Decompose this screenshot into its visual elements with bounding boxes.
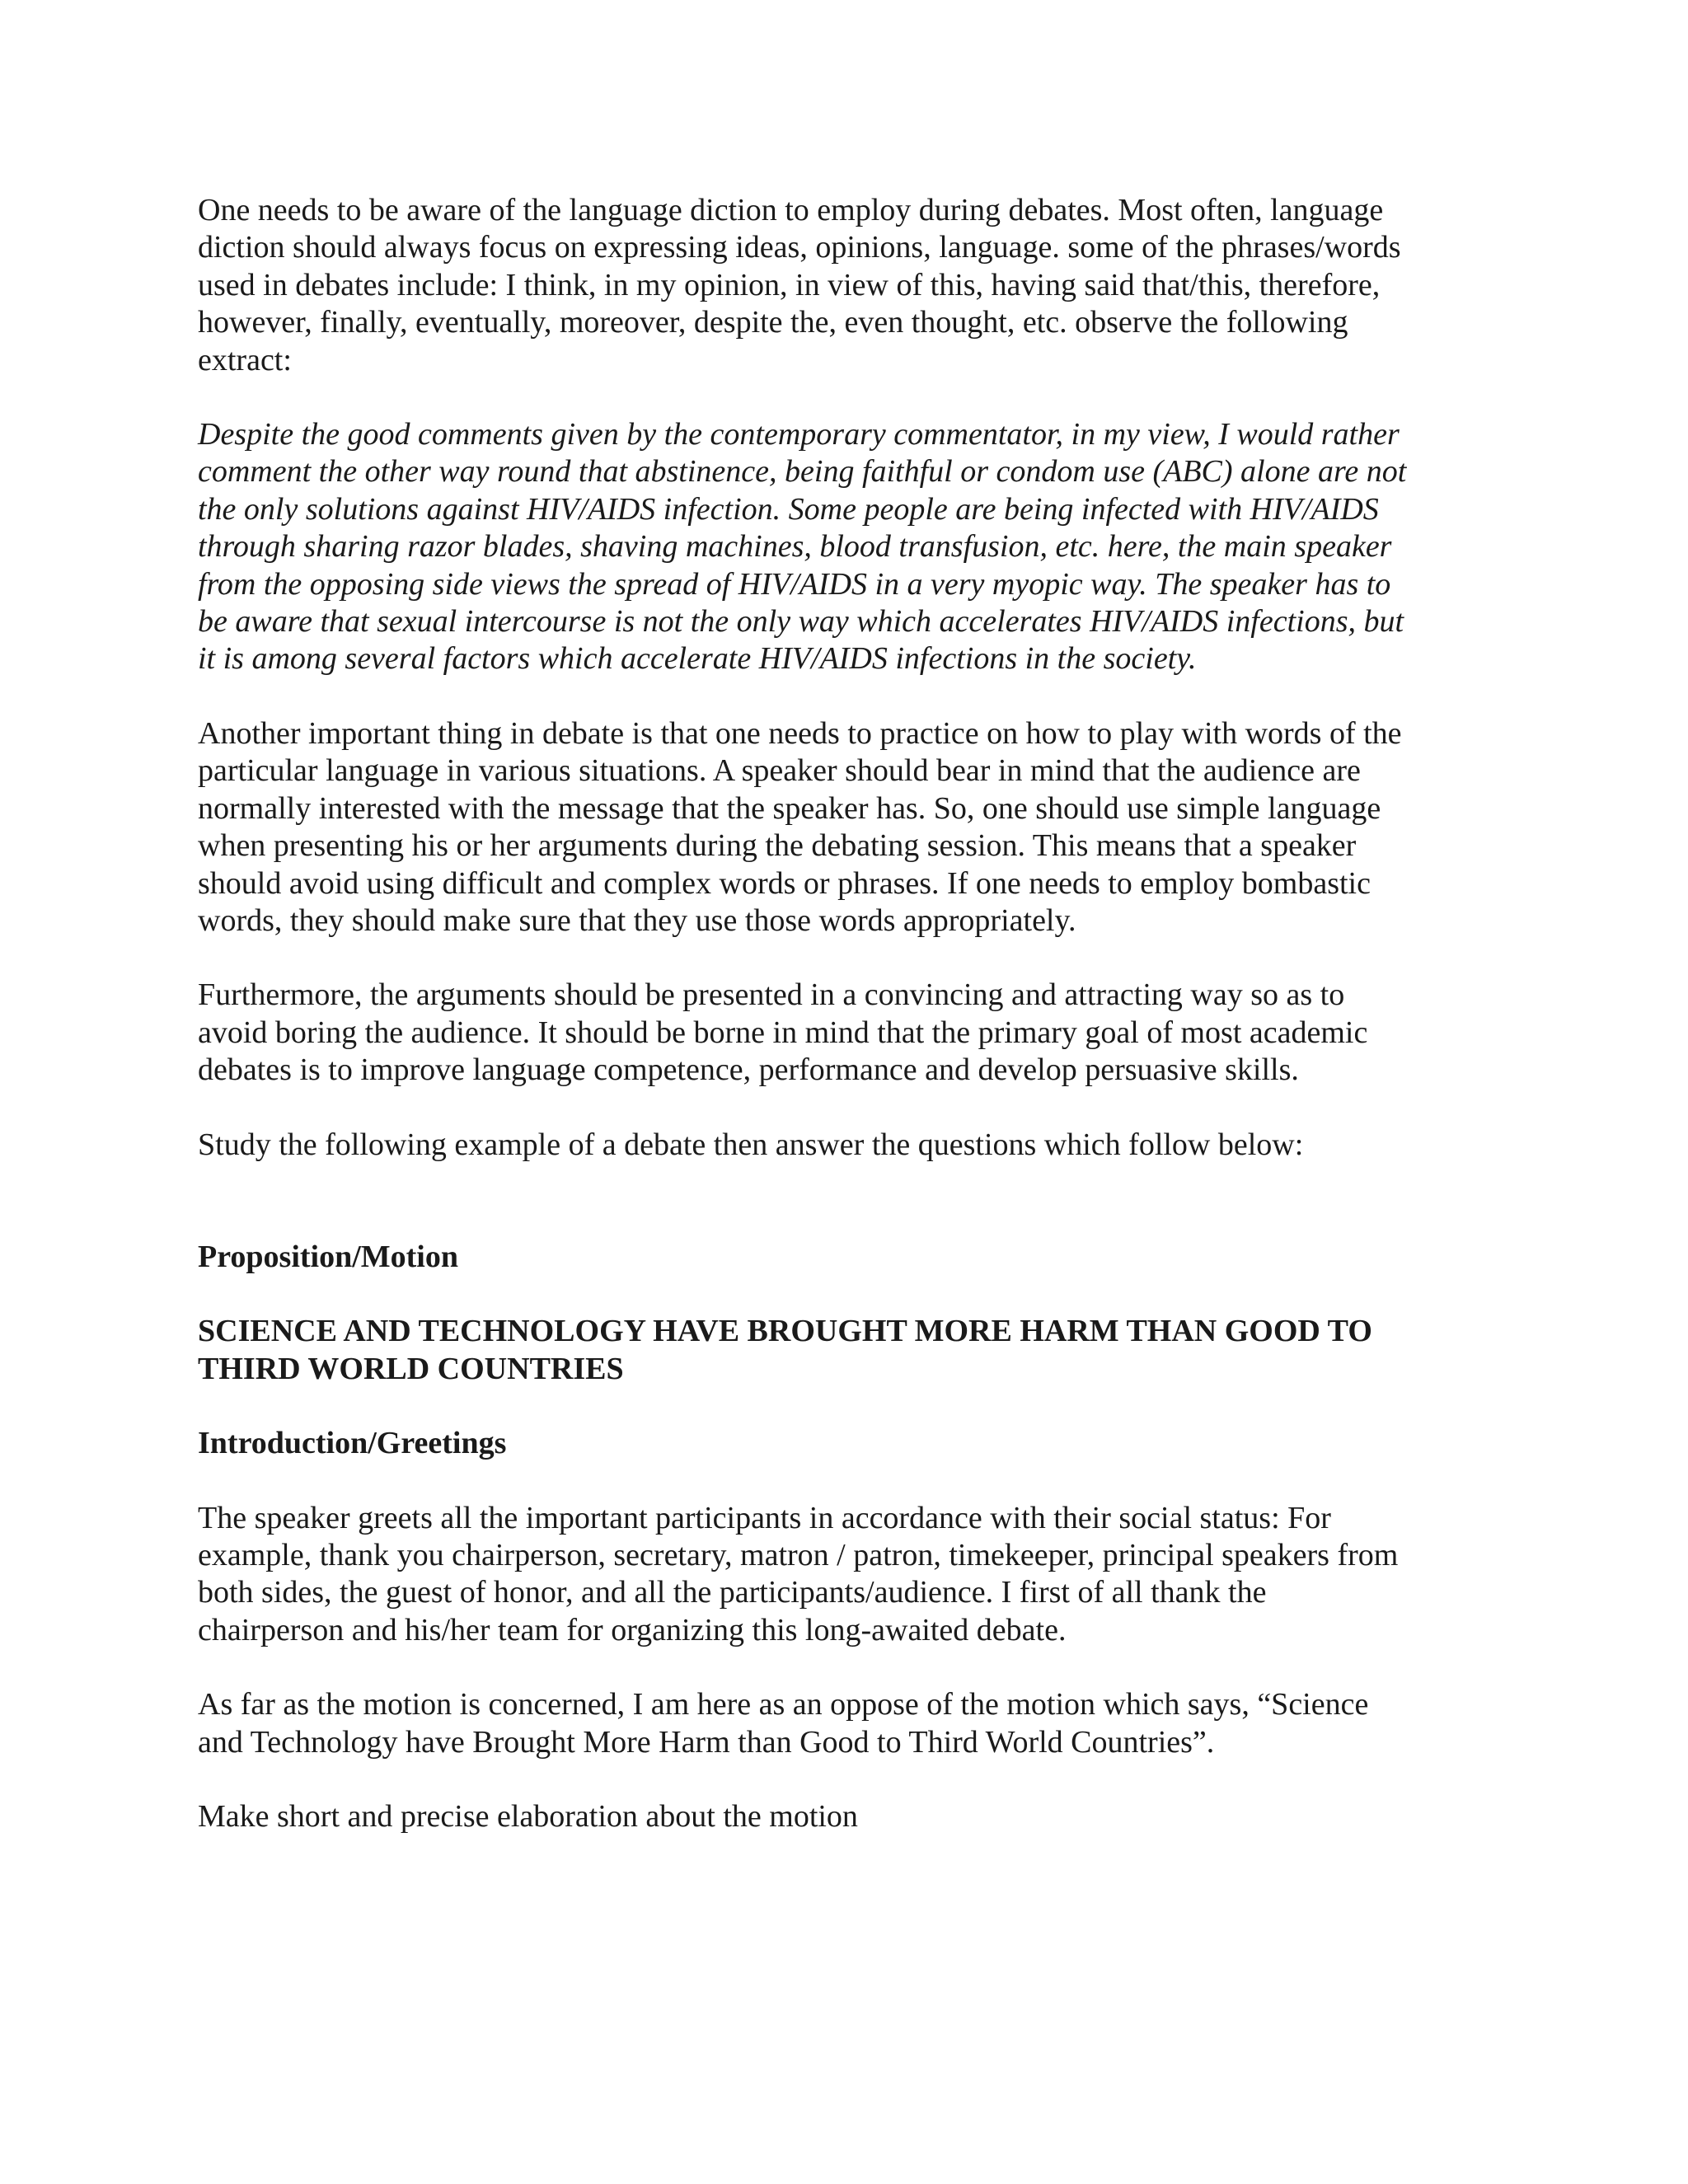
page-body (198, 192, 1484, 1835)
heading-introduction (198, 1425, 1484, 1462)
text-line: the only solutions against HIV/AIDS infection. Some people are being infected with HIV/AIDS (198, 491, 1379, 527)
text-line: Furthermore, the arguments should be presented in a convincing and attracting way so as to (198, 977, 1345, 1013)
heading-text: Proposition/Motion (198, 1239, 458, 1274)
text-line: diction should always focus on expressing ideas, opinions, language. some of the phrases/words (198, 230, 1401, 265)
text-line: Despite the good comments given by the contemporary commentator, in my view, I would rather (198, 417, 1400, 452)
paragraph-diction (198, 192, 1484, 379)
motion-line: THIRD WORLD COUNTRIES (198, 1351, 624, 1386)
text-line: Study the following example of a debate then answer the questions which follow below: (198, 1127, 1304, 1162)
text-line: extract: (198, 342, 292, 377)
text-line: As far as the motion is concerned, I am here as an oppose of the motion which says, “Science (198, 1687, 1369, 1722)
text-line: comment the other way round that abstinence, being faithful or condom use (ABC) alone are not (198, 454, 1407, 490)
motion-line: SCIENCE AND TECHNOLOGY HAVE BROUGHT MORE HARM THAN GOOD TO (198, 1314, 1372, 1349)
text-line: it is among several factors which accelerate HIV/AIDS infections in the society. (198, 641, 1197, 677)
text-line: particular language in various situations. A speaker should bear in mind that the audience are (198, 753, 1361, 789)
paragraph-study (198, 1127, 1484, 1164)
text-line: used in debates include: I think, in my opinion, in view of this, having said that/this, therefore, (198, 267, 1381, 302)
text-line: and Technology have Brought More Harm than Good to Third World Countries”. (198, 1724, 1215, 1760)
text-line: example, thank you chairperson, secretary, matron / patron, timekeeper, principal speakers from (198, 1537, 1399, 1572)
paragraph-elaboration (198, 1798, 1484, 1835)
text-line: debates is to improve language competence, performance and develop persuasive skills. (198, 1052, 1299, 1088)
paragraph-greetings (198, 1500, 1484, 1650)
paragraph-furthermore (198, 977, 1484, 1089)
heading-text: Introduction/Greetings (198, 1426, 507, 1461)
paragraph-extract (198, 416, 1484, 678)
heading-proposition (198, 1239, 1484, 1276)
text-line: however, finally, eventually, moreover, despite the, even thought, etc. observe the following (198, 305, 1348, 340)
text-line: Another important thing in debate is that one needs to practice on how to play with words of the (198, 715, 1402, 751)
text-line: normally interested with the message that the speaker has. So, one should use simple language (198, 790, 1381, 826)
text-line: from the opposing side views the spread of HIV/AIDS in a very myopic way. The speaker has to (198, 566, 1391, 602)
paragraph-oppose (198, 1686, 1484, 1761)
text-line: The speaker greets all the important participants in accordance with their social status: For (198, 1500, 1331, 1535)
text-line: One needs to be aware of the language diction to employ during debates. Most often, language (198, 193, 1384, 227)
motion-title (198, 1313, 1484, 1388)
text-line: through sharing razor blades, shaving machines, blood transfusion, etc. here, the main speaker (198, 529, 1392, 565)
text-line: words, they should make sure that they use those words appropriately. (198, 902, 1076, 938)
text-line: should avoid using difficult and complex words or phrases. If one needs to employ bombastic (198, 865, 1371, 901)
paragraph-play-with-words (198, 715, 1484, 940)
text-line: when presenting his or her arguments during the debating session. This means that a speaker (198, 828, 1357, 864)
text-line: be aware that sexual intercourse is not the only way which accelerates HIV/AIDS infections, but (198, 604, 1404, 640)
text-line: avoid boring the audience. It should be borne in mind that the primary goal of most academic (198, 1015, 1368, 1050)
text-line: Make short and precise elaboration about the motion (198, 1799, 858, 1834)
text-line: both sides, the guest of honor, and all the participants/audience. I first of all thank the (198, 1575, 1267, 1610)
text-line: chairperson and his/her team for organizing this long-awaited debate. (198, 1612, 1067, 1647)
